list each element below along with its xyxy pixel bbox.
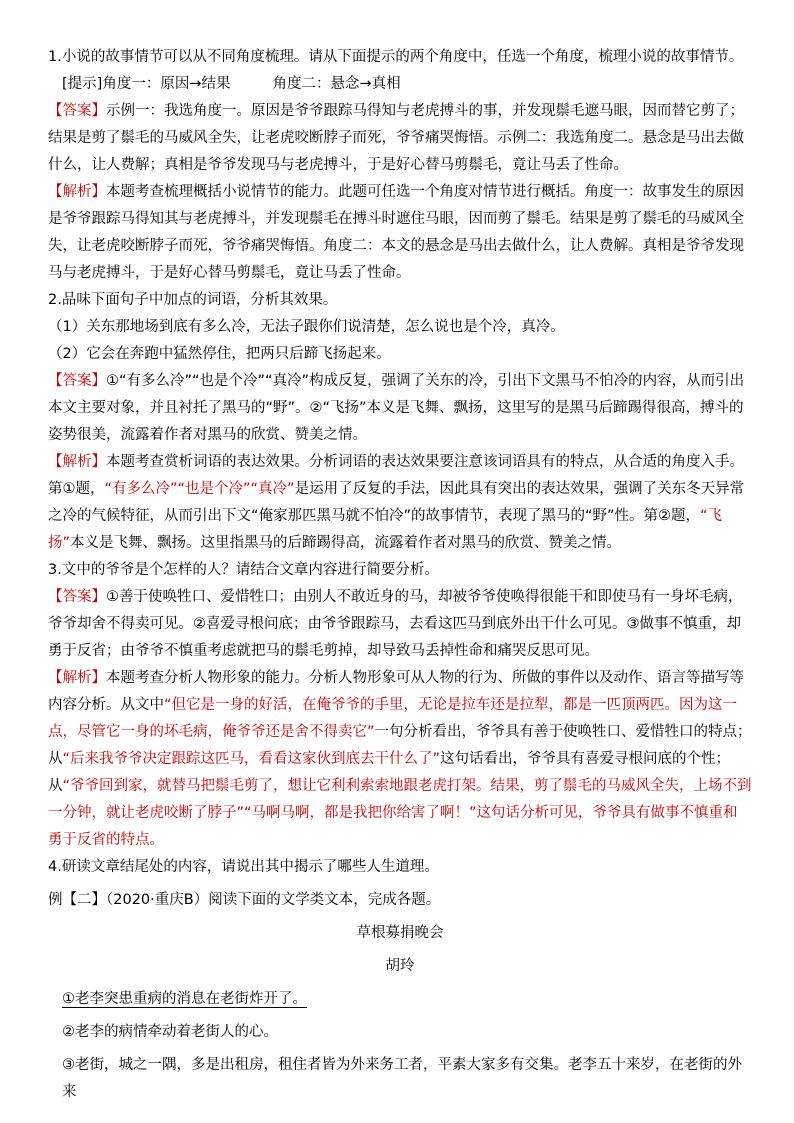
question-2: 2.品味下面句子中加点的词语，分析其效果。	[48, 292, 338, 308]
answer-tag: 【答案】	[48, 589, 106, 605]
example-2-intro: 例【二】（2020·重庆B）阅读下面的文学类文本，完成各题。	[48, 892, 441, 908]
question-3-analysis	[48, 665, 752, 854]
analysis-highlight: “有多么冷”“也是个冷”“真冷”	[104, 481, 295, 497]
answer-text: 示例一：我选角度一。原因是爷爷跟踪马得知与老虎搏斗的事，并发现鬃毛遮马眼，因而替它剪了；结果是剪了鬃毛的马威风全失，让老虎咬断脖子而死，爷爷痛哭悔悟。示例二：我选角度二。悬念是马出去做什么，让人费解；真相是爷爷发现马与老虎搏斗，于是好心替马剪鬃毛，竟让马丢了性命。	[48, 103, 744, 173]
question-2-sentence-1: （1）关东那地场到底有多么冷，无法子跟你们说清楚，怎么说也是个冷，真冷。	[48, 319, 565, 335]
analysis-text: 这句话看出，爷爷具有喜爱寻根问底的个性；从	[48, 751, 731, 794]
article-title: 草根募捐晚会	[356, 925, 444, 941]
question-2-analysis	[48, 449, 752, 557]
analysis-highlight: “爷爷回到家，就替马把鬃毛剪了，想让它利利索索地跟老虎打架。结果，剪了鬃毛的马威风全失，上场不到一分钟，就让老虎咬断了脖子”“马啊马啊，都是我把你给害了啊！”这句话分析可见，爷爷具有做事不慎重和勇于反省的特点。	[48, 778, 752, 848]
analysis-text: 本义是飞舞、飘扬。这里指黑马的后蹄踢得高，流露着作者对黑马的欣赏、赞美之情。	[70, 535, 622, 551]
question-3: 3.文中的爷爷是个怎样的人？请结合文章内容进行简要分析。	[48, 562, 439, 578]
question-3-answer	[48, 584, 752, 665]
analysis-text: 是运用了反复的手法，因此具有突出的表达效果，强调了关东冬天异常之冷的气候特征，从而引出下文“俺家那匹黑马就不怕冷”的故事情节，表现了黑马的“野”性。第②题，	[48, 481, 745, 524]
analysis-text: 一句分析看出，爷爷具有善于使唤牲口、爱惜牲口的特点；从	[48, 724, 752, 767]
question-1-analysis	[48, 179, 752, 287]
analysis-text: 本题考查赏析词语的表达效果。分析词语的表达效果要注意该词语具有的特点，从合适的角度入手。第①题，	[48, 454, 744, 497]
question-1-answer	[48, 98, 752, 179]
analysis-text: 本题考查梳理概括小说情节的能力。此题可任选一个角度对情节进行概括。角度一：故事发生的原因是爷爷跟踪马得知其与老虎搏斗，并发现鬃毛在搏斗时遮住马眼，因而剪了鬃毛。结果是剪了鬃毛的马威风全失，让老虎咬断脖子而死，爷爷痛哭悔悟。角度二：本文的悬念是马出去做什么，让人费解。真相是爷爷发现马与老虎搏斗，于是好心替马剪鬃毛，竟让马丢了性命。	[48, 184, 744, 281]
hint-angle-one: [提示]角度一：原因→结果	[62, 76, 231, 92]
answer-text: ①善于使唤牲口、爱惜牲口；由别人不敢近身的马，却被爷爷使唤得很能干和即使马有一身坏毛病，爷爷却舍不得卖可见。②喜爱寻根问底；由爷爷跟踪马，去看这匹马到底外出干什么可见。③做事不慎重，却勇于反省；由爷爷不慎重考虑就把马的鬃毛剪掉，却导致马丢掉性命和痛哭反思可见。	[48, 589, 743, 659]
article-paragraph-1	[48, 986, 752, 1013]
question-4: 4.研读文章结尾处的内容，请说出其中揭示了哪些人生道理。	[48, 859, 439, 875]
analysis-tag: 【解析】	[48, 184, 106, 200]
analysis-text: 本题考查分析人物形象的能力。分析人物形象可从人物的行为、所做的事件以及动作、语言等描写等内容分析。从文中	[48, 670, 744, 713]
paragraph-text: ①老李突患重病的消息在老街炸开了。	[62, 991, 307, 1007]
hint-angle-two: 角度二：悬念→真相	[272, 76, 401, 92]
analysis-tag: 【解析】	[48, 670, 106, 686]
question-1: 1.小说的故事情节可以从不同角度梳理。请从下面提示的两个角度中，任选一个角度，梳理小说的故事情节。	[48, 49, 744, 65]
article-paragraph-2: ②老李的病情牵动着老街人的心。	[62, 1024, 278, 1040]
analysis-highlight: “后来我爷爷决定跟踪这匹马，看看这家伙到底去干什么了”	[62, 751, 441, 767]
question-1-hint	[48, 71, 752, 98]
article-author: 胡玲	[385, 958, 415, 974]
analysis-highlight: “但它是一身的好活，在俺爷爷的手里，无论是拉车还是拉犁，都是一匹顶两匹。因为这一点，尽管它一身的坏毛病，俺爷爷还是舍不得卖它”	[48, 697, 738, 740]
answer-tag: 【答案】	[48, 103, 106, 119]
analysis-highlight: “飞扬”	[48, 508, 723, 551]
answer-tag: 【答案】	[48, 373, 106, 389]
document-page	[48, 44, 752, 1106]
question-2-answer	[48, 368, 752, 449]
article-paragraph-3: ③老街，城之一隅，多是出租房，租住者皆为外来务工者，平素大家多有交集。老李五十来岁，在老街的外来	[62, 1057, 742, 1100]
answer-text: ①“有多么冷”“也是个冷”“真冷”构成反复，强调了关东的冷，引出下文黑马不怕冷的内容，从而引出本文主要对象，并且衬托了黑马的“野”。②“飞扬”本义是飞舞、飘扬，这里写的是黑马后蹄踢得很高，搏斗的姿势很美，流露着作者对黑马的欣赏、赞美之情。	[48, 373, 745, 443]
analysis-tag: 【解析】	[48, 454, 106, 470]
question-2-sentence-2: （2）它会在奔跑中猛然停住，把两只后蹄飞扬起来。	[48, 346, 391, 362]
